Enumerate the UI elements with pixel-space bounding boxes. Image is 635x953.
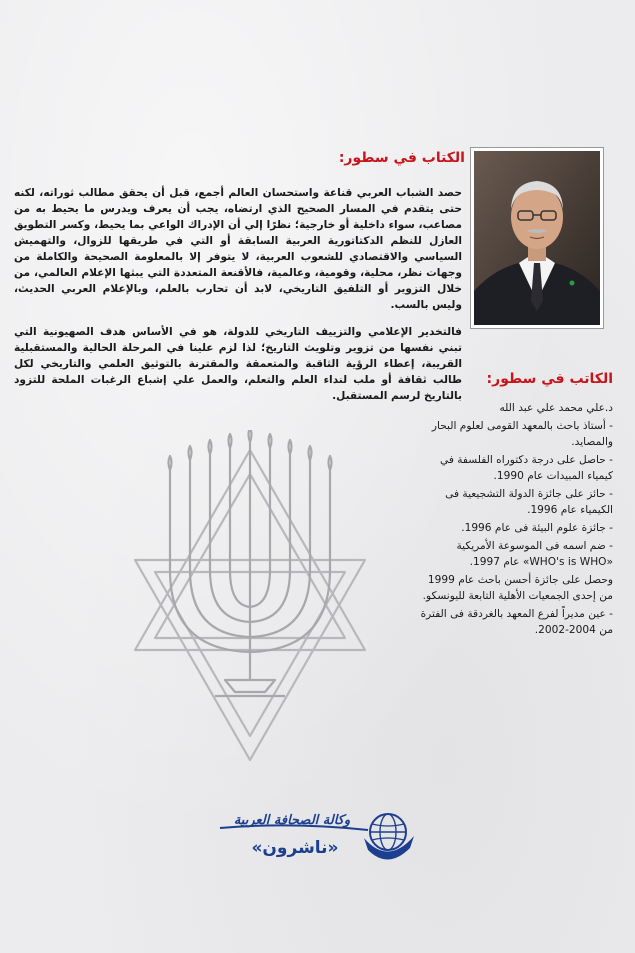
author-bio-item: - حاصل على درجة دكتوراه الفلسفة في كيمياء المبيدات عام 1990. bbox=[439, 454, 613, 482]
author-portrait-illustration bbox=[474, 151, 600, 325]
publisher-subtitle: «ناشرون» bbox=[251, 838, 339, 858]
book-summary-heading: الكتاب في سطور: bbox=[338, 150, 465, 166]
author-name: د.علي محمد علي عبد الله bbox=[499, 402, 613, 414]
author-photo bbox=[470, 147, 604, 329]
author-bio-item: - أستاذ باحث بالمعهد القومى لعلوم البحار والمصايد. bbox=[431, 420, 613, 448]
author-bio bbox=[418, 400, 613, 640]
author-bio-item: - عين مديراً لفرع المعهد بالغردقة فى الفترة من 2004-2002. bbox=[420, 608, 613, 636]
star-menorah-illustration bbox=[115, 430, 385, 770]
book-summary-paragraph-2: فالتخدير الإعلامي والتزييف التاريخي للدولة، هو في الأساس هدف الصهيونية التي تبني نفسها من تزوير وتلويث التاريخ؛ لذا لزم علينا في المرحلة الحالية والمستقبلية القريبة، إعطاء الرؤية الثاقبة والمتعمقة والمقترنة بالتوثيق العلمي والتاريخي لكل طالب ثقافة أو ملب لنداء العلم والتعلم، والعمل علي إشباع الرغبات الملحة للتزود بالتاريخ لرسم المستقبل. bbox=[14, 326, 462, 402]
book-summary-paragraph-1: حصد الشباب العربي قناعة واستحسان العالم أجمع، قبل أن يحقق مطالب ثوراته، لكنه حتى يتقدم في المسار الصحيح الذي ارتضاه، يجب أن يعرف ويدرس ما يحيط به من مصاعب، سواء داخلية أو خارجية؛ نظرًا إلي أن الإدراك الواعي بما يحيط، وكسر التطويق العازل للنظم الدكتاتورية العربية السابقة أو التي في طريقها للزوال، والتهميش السياسي والاقتصادي للشعوب العربية، لا يتوفر إلا بالمعلومة الصحيحة والكاملة من وجهات نظر، محلية، وقومية، وعالمية، فالأقنعة المتعددة التي يبثها الإعلام العالمي، من خلال التزوير أو التلفيق التاريخي، لابد أن تحارب بالعلم، وبالإعلام العربي الحديث، وليس بالسب. bbox=[14, 187, 462, 311]
author-summary-heading: الكاتب في سطور: bbox=[486, 371, 613, 387]
author-bio-item: - جائزة علوم البيئة فى عام 1996. bbox=[461, 522, 613, 534]
publisher-name: وكالة الصحافة العربية bbox=[233, 813, 351, 828]
author-bio-item: - ضم اسمه فى الموسوعة الأمريكية «WHO's is WHO» عام 1997. bbox=[456, 540, 613, 568]
author-bio-item: وحصل على جائزة أحسن باحث عام 1999 من إحدى الجمعيات الأهلية التابعة لليونسكو. bbox=[422, 574, 613, 602]
author-bio-item: - حائز على جائزة الدولة التشجيعية فى الكيمياء عام 1996. bbox=[445, 488, 613, 516]
